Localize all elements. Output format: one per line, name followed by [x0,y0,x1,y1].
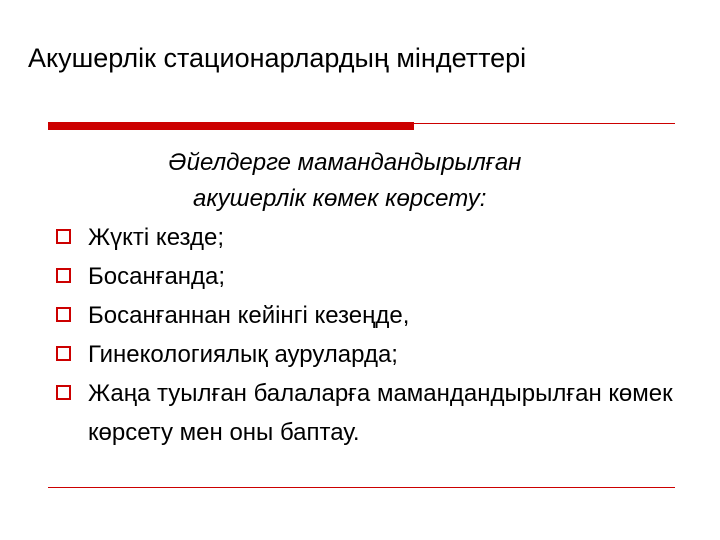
slide-subtitle [148,145,668,217]
title-divider-line [414,123,675,124]
list-item-text: Жүкті кезде; [88,224,225,251]
slide-title: Акушерлік стационарлардың міндеттері [28,43,527,73]
list-item-text: Жаңа туылған балаларға мамандандырылған көмек көрсету мен оны баптау. [88,380,673,446]
hollow-square-bullet-icon [56,229,71,244]
list-item [56,257,676,296]
title-divider-accent [48,122,414,130]
hollow-square-bullet-icon [56,346,71,361]
title-divider [48,122,675,130]
task-list [56,218,676,452]
hollow-square-bullet-icon [56,307,71,322]
list-item-text: Босанғаннан кейінгі кезеңде, [88,302,410,329]
list-item-text: Босанғанда; [88,263,226,290]
list-item [56,218,676,257]
subtitle-line-1: Әйелдерге мамандандырылған [168,149,522,176]
hollow-square-bullet-icon [56,268,71,283]
hollow-square-bullet-icon [56,385,71,400]
list-item [56,374,676,452]
list-item [56,296,676,335]
list-item-text: Гинекологиялық ауруларда; [88,341,398,368]
footer-divider [48,487,675,488]
list-item [56,335,676,374]
subtitle-line-2: акушерлік көмек көрсету: [193,185,487,212]
